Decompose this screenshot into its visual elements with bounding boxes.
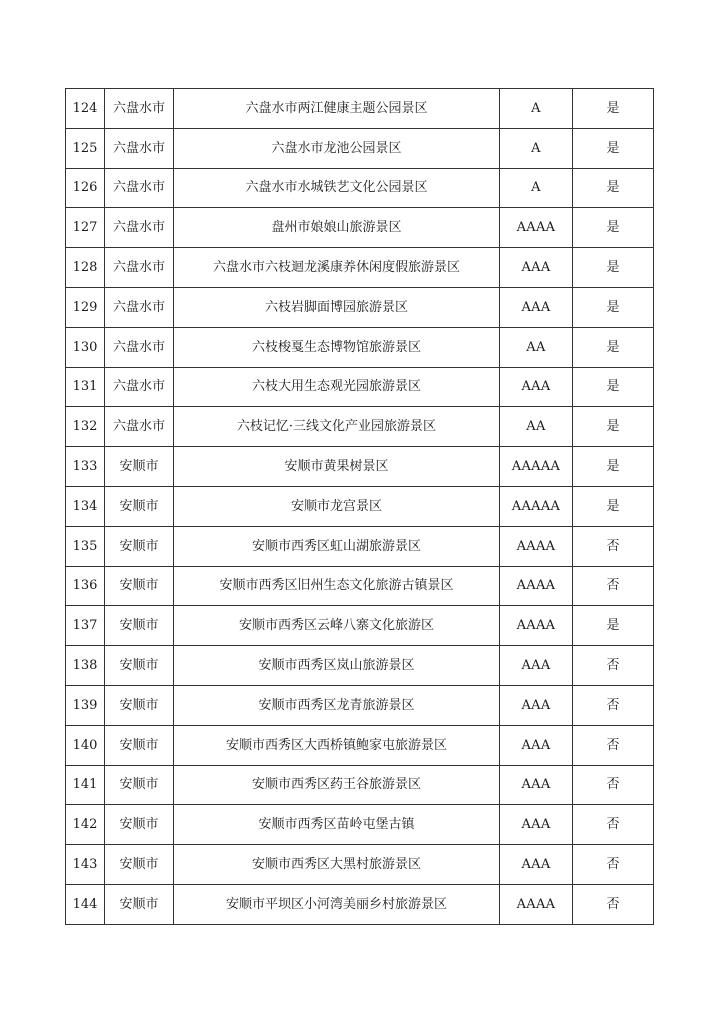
- scenic-name-cell: 盘州市娘娘山旅游景区: [174, 208, 500, 248]
- rating-level-cell: AAA: [500, 805, 573, 845]
- city-cell: 六盘水市: [105, 367, 174, 407]
- scenic-name-cell: 安顺市黄果树景区: [174, 447, 500, 487]
- row-number-cell: 133: [66, 447, 105, 487]
- row-number-cell: 132: [66, 407, 105, 447]
- table-row: [66, 526, 654, 566]
- rating-level-cell: AAAA: [500, 606, 573, 646]
- scenic-name-cell: 安顺市龙宫景区: [174, 486, 500, 526]
- status-flag-cell: 否: [573, 765, 654, 805]
- status-flag-cell: 否: [573, 526, 654, 566]
- rating-level-cell: A: [500, 168, 573, 208]
- row-number-cell: 143: [66, 845, 105, 885]
- rating-level-cell: AAA: [500, 367, 573, 407]
- scenic-name-cell: 安顺市西秀区旧州生态文化旅游古镇景区: [174, 566, 500, 606]
- scenic-name-cell: 安顺市西秀区大西桥镇鲍家屯旅游景区: [174, 725, 500, 765]
- table-row: [66, 367, 654, 407]
- row-number-cell: 136: [66, 566, 105, 606]
- table-row: [66, 208, 654, 248]
- table-row: [66, 248, 654, 288]
- table-row: [66, 89, 654, 129]
- city-cell: 安顺市: [105, 566, 174, 606]
- scenic-name-cell: 安顺市西秀区苗岭屯堡古镇: [174, 805, 500, 845]
- row-number-cell: 124: [66, 89, 105, 129]
- status-flag-cell: 是: [573, 606, 654, 646]
- row-number-cell: 125: [66, 128, 105, 168]
- row-number-cell: 127: [66, 208, 105, 248]
- city-cell: 安顺市: [105, 765, 174, 805]
- city-cell: 安顺市: [105, 725, 174, 765]
- status-flag-cell: 否: [573, 685, 654, 725]
- city-cell: 安顺市: [105, 685, 174, 725]
- scenic-name-cell: 六盘水市水城铁艺文化公园景区: [174, 168, 500, 208]
- row-number-cell: 129: [66, 287, 105, 327]
- table-row: [66, 606, 654, 646]
- city-cell: 安顺市: [105, 486, 174, 526]
- row-number-cell: 134: [66, 486, 105, 526]
- rating-level-cell: A: [500, 89, 573, 129]
- row-number-cell: 128: [66, 248, 105, 288]
- table-row: [66, 327, 654, 367]
- status-flag-cell: 是: [573, 486, 654, 526]
- scenic-name-cell: 六盘水市六枝迴龙溪康养休闲度假旅游景区: [174, 248, 500, 288]
- table-row: [66, 407, 654, 447]
- table-row: [66, 447, 654, 487]
- row-number-cell: 142: [66, 805, 105, 845]
- status-flag-cell: 是: [573, 327, 654, 367]
- city-cell: 六盘水市: [105, 407, 174, 447]
- rating-level-cell: AAA: [500, 685, 573, 725]
- status-flag-cell: 是: [573, 287, 654, 327]
- row-number-cell: 141: [66, 765, 105, 805]
- row-number-cell: 140: [66, 725, 105, 765]
- row-number-cell: 138: [66, 646, 105, 686]
- scenic-name-cell: 六盘水市两江健康主题公园景区: [174, 89, 500, 129]
- rating-level-cell: AAA: [500, 287, 573, 327]
- city-cell: 安顺市: [105, 606, 174, 646]
- table-row: [66, 646, 654, 686]
- rating-level-cell: AA: [500, 407, 573, 447]
- city-cell: 六盘水市: [105, 89, 174, 129]
- city-cell: 六盘水市: [105, 168, 174, 208]
- scenic-name-cell: 六枝岩脚面博园旅游景区: [174, 287, 500, 327]
- row-number-cell: 135: [66, 526, 105, 566]
- table-row: [66, 765, 654, 805]
- table-row: [66, 725, 654, 765]
- row-number-cell: 126: [66, 168, 105, 208]
- status-flag-cell: 是: [573, 168, 654, 208]
- rating-level-cell: AAA: [500, 248, 573, 288]
- rating-level-cell: AAAA: [500, 208, 573, 248]
- scenic-name-cell: 六枝大用生态观光园旅游景区: [174, 367, 500, 407]
- table-row: [66, 287, 654, 327]
- status-flag-cell: 否: [573, 884, 654, 924]
- status-flag-cell: 否: [573, 805, 654, 845]
- city-cell: 六盘水市: [105, 248, 174, 288]
- row-number-cell: 137: [66, 606, 105, 646]
- status-flag-cell: 是: [573, 89, 654, 129]
- city-cell: 六盘水市: [105, 287, 174, 327]
- table-row: [66, 486, 654, 526]
- status-flag-cell: 否: [573, 845, 654, 885]
- scenic-name-cell: 安顺市西秀区云峰八寨文化旅游区: [174, 606, 500, 646]
- status-flag-cell: 是: [573, 447, 654, 487]
- row-number-cell: 131: [66, 367, 105, 407]
- table-body: [66, 89, 654, 925]
- rating-level-cell: AAAAA: [500, 486, 573, 526]
- rating-level-cell: AAAA: [500, 884, 573, 924]
- city-cell: 安顺市: [105, 845, 174, 885]
- table-row: [66, 566, 654, 606]
- rating-level-cell: AAA: [500, 765, 573, 805]
- scenic-name-cell: 六枝梭戛生态博物馆旅游景区: [174, 327, 500, 367]
- city-cell: 安顺市: [105, 447, 174, 487]
- status-flag-cell: 是: [573, 128, 654, 168]
- status-flag-cell: 是: [573, 248, 654, 288]
- table-row: [66, 845, 654, 885]
- table-row: [66, 685, 654, 725]
- rating-level-cell: AAAA: [500, 566, 573, 606]
- scenic-name-cell: 安顺市西秀区药王谷旅游景区: [174, 765, 500, 805]
- scenic-name-cell: 安顺市西秀区大黑村旅游景区: [174, 845, 500, 885]
- rating-level-cell: AAA: [500, 845, 573, 885]
- city-cell: 六盘水市: [105, 208, 174, 248]
- rating-level-cell: A: [500, 128, 573, 168]
- rating-level-cell: AAA: [500, 725, 573, 765]
- city-cell: 安顺市: [105, 526, 174, 566]
- scenic-name-cell: 安顺市西秀区岚山旅游景区: [174, 646, 500, 686]
- status-flag-cell: 是: [573, 407, 654, 447]
- scenic-name-cell: 六枝记忆·三线文化产业园旅游景区: [174, 407, 500, 447]
- status-flag-cell: 否: [573, 566, 654, 606]
- rating-level-cell: AAA: [500, 646, 573, 686]
- table-row: [66, 884, 654, 924]
- status-flag-cell: 是: [573, 208, 654, 248]
- table-row: [66, 168, 654, 208]
- scenic-spot-table: [65, 88, 654, 925]
- scenic-name-cell: 安顺市西秀区虹山湖旅游景区: [174, 526, 500, 566]
- city-cell: 安顺市: [105, 646, 174, 686]
- row-number-cell: 130: [66, 327, 105, 367]
- status-flag-cell: 否: [573, 646, 654, 686]
- row-number-cell: 139: [66, 685, 105, 725]
- city-cell: 六盘水市: [105, 327, 174, 367]
- rating-level-cell: AAAA: [500, 526, 573, 566]
- city-cell: 安顺市: [105, 884, 174, 924]
- city-cell: 安顺市: [105, 805, 174, 845]
- rating-level-cell: AAAAA: [500, 447, 573, 487]
- scenic-name-cell: 六盘水市龙池公园景区: [174, 128, 500, 168]
- status-flag-cell: 否: [573, 725, 654, 765]
- table-row: [66, 805, 654, 845]
- scenic-name-cell: 安顺市平坝区小河湾美丽乡村旅游景区: [174, 884, 500, 924]
- city-cell: 六盘水市: [105, 128, 174, 168]
- status-flag-cell: 是: [573, 367, 654, 407]
- rating-level-cell: AA: [500, 327, 573, 367]
- scenic-name-cell: 安顺市西秀区龙青旅游景区: [174, 685, 500, 725]
- row-number-cell: 144: [66, 884, 105, 924]
- table-row: [66, 128, 654, 168]
